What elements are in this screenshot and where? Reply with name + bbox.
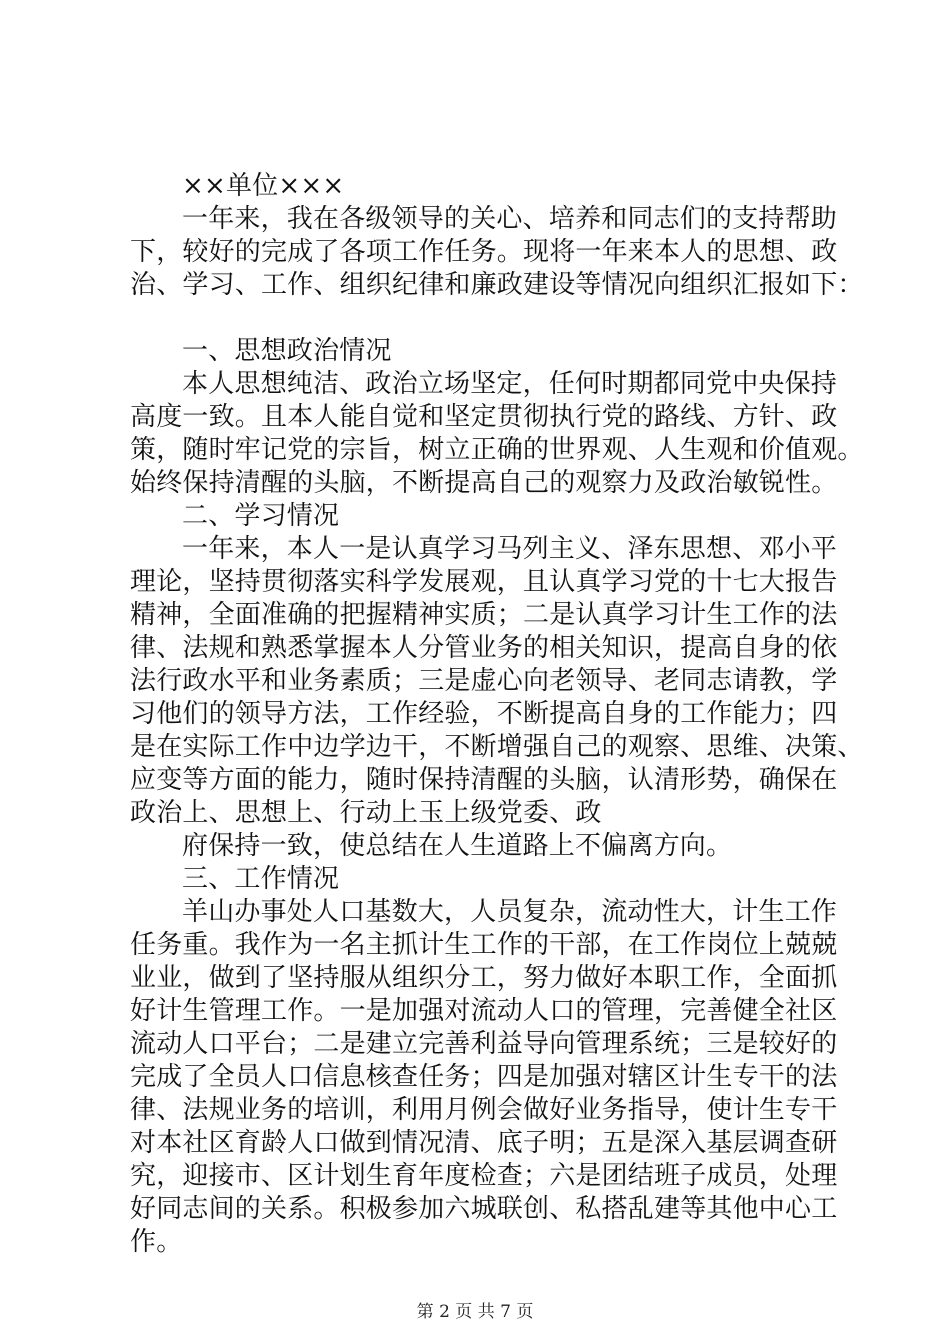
header-line: ××单位××× bbox=[182, 171, 345, 201]
text-line: 是在实际工作中边学边干，不断增强自己的观察、思维、决策、 bbox=[130, 732, 864, 762]
text-line: 高度一致。且本人能自觉和坚定贯彻执行党的路线、方针、政 bbox=[130, 402, 838, 432]
text-line: 一年来，本人一是认真学习马列主义、泽东思想、邓小平 bbox=[182, 534, 838, 564]
text-line: 好同志间的关系。积极参加六城联创、私搭乱建等其他中心工 bbox=[130, 1194, 838, 1224]
text-line: 政治上、思想上、行动上玉上级党委、政 bbox=[130, 798, 602, 828]
text-line: 业业，做到了坚持服从组织分工，努力做好本职工作，全面抓 bbox=[130, 963, 838, 993]
page-footer: 第 2 页 共 7 页 bbox=[416, 1302, 534, 1322]
text-line: 理论，坚持贯彻落实科学发展观，且认真学习党的十七大报告 bbox=[130, 567, 838, 597]
text-line: 治、学习、工作、组织纪律和廉政建设等情况向组织汇报如下： bbox=[130, 270, 864, 300]
text-line: 律、法规业务的培训，利用月例会做好业务指导，使计生专干 bbox=[130, 1095, 838, 1125]
text-line: 律、法规和熟悉掌握本人分管业务的相关知识，提高自身的依 bbox=[130, 633, 838, 663]
text-line: 羊山办事处人口基数大，人员复杂，流动性大，计生工作 bbox=[182, 897, 838, 927]
text-line: 二、学习情况 bbox=[182, 501, 340, 531]
text-line: 完成了全员人口信息核查任务；四是加强对辖区计生专干的法 bbox=[130, 1062, 838, 1092]
text-line: 法行政水平和业务素质；三是虚心向老领导、老同志请教，学 bbox=[130, 666, 838, 696]
text-line: 始终保持清醒的头脑，不断提高自己的观察力及政治敏锐性。 bbox=[130, 468, 838, 498]
blank-line bbox=[130, 302, 830, 335]
text-line: 习他们的领导方法，工作经验，不断提高自身的工作能力；四 bbox=[130, 699, 838, 729]
text-line: 究，迎接市、区计划生育年度检查；六是团结班子成员，处理 bbox=[130, 1161, 838, 1191]
text-line: 对本社区育龄人口做到情况清、底子明；五是深入基层调查研 bbox=[130, 1128, 838, 1158]
text-line: 一、思想政治情况 bbox=[182, 336, 392, 366]
text-line: 精神，全面准确的把握精神实质；二是认真学习计生工作的法 bbox=[130, 600, 838, 630]
document-body bbox=[130, 170, 864, 1259]
text-line: 好计生管理工作。一是加强对流动人口的管理，完善健全社区 bbox=[130, 996, 838, 1026]
text-line: 流动人口平台；二是建立完善利益导向管理系统；三是较好的 bbox=[130, 1029, 838, 1059]
text-line: 作。 bbox=[130, 1227, 183, 1257]
text-line: 任务重。我作为一名主抓计生工作的干部，在工作岗位上兢兢 bbox=[130, 930, 838, 960]
text-line: 策，随时牢记党的宗旨，树立正确的世界观、人生观和价值观。 bbox=[130, 435, 864, 465]
text-line: 三、工作情况 bbox=[182, 864, 340, 894]
text-line: 一年来，我在各级领导的关心、培养和同志们的支持帮助 bbox=[182, 204, 838, 234]
text-line: 应变等方面的能力，随时保持清醒的头脑，认清形势，确保在 bbox=[130, 765, 838, 795]
text-line: 本人思想纯洁、政治立场坚定，任何时期都同党中央保持 bbox=[182, 369, 838, 399]
text-line: 下，较好的完成了各项工作任务。现将一年来本人的思想、政 bbox=[130, 237, 838, 267]
paragraph-lines bbox=[130, 203, 864, 1259]
text-line: 府保持一致，使总结在人生道路上不偏离方向。 bbox=[182, 831, 733, 861]
